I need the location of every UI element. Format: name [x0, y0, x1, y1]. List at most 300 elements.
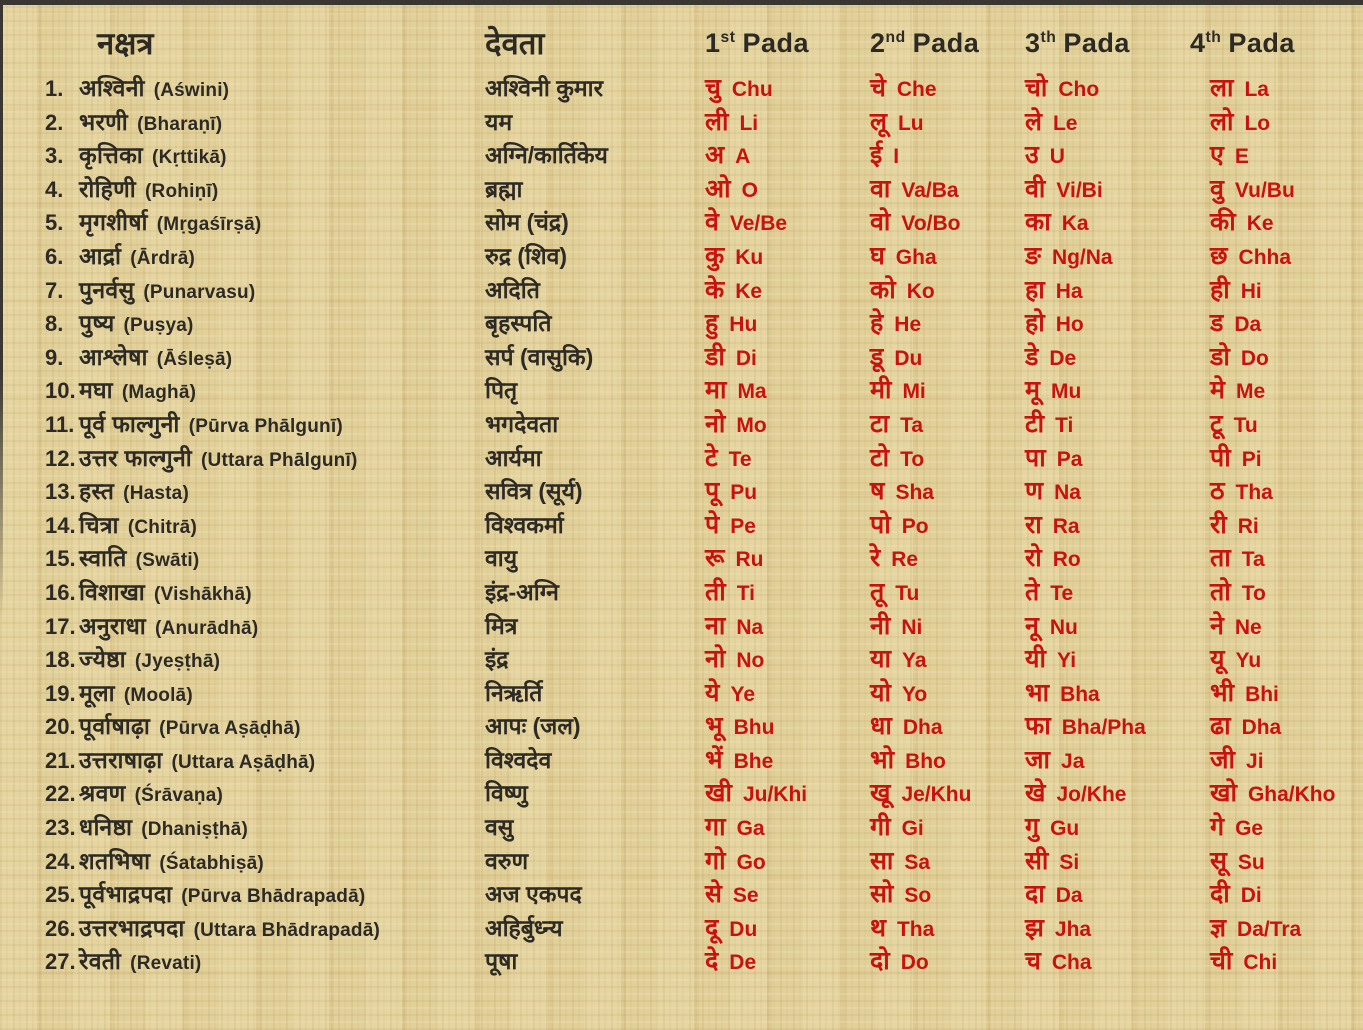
column-header-nakshatra: नक्षत्र — [97, 26, 154, 61]
row-number: 5. — [45, 210, 64, 236]
pada-4-word: Pada — [1228, 27, 1295, 58]
pada-1-cell — [705, 876, 870, 910]
pada-syllable-devanagari: ष — [870, 477, 885, 506]
pada-syllable-latin: De — [729, 951, 757, 975]
pada-syllable-devanagari: रे — [870, 544, 881, 573]
pada-3-cell — [1025, 440, 1210, 474]
nakshatra-name-latin: (Jyeṣṭhā) — [134, 651, 221, 673]
pada-syllable-latin: Go — [736, 850, 766, 874]
nakshatra-cell — [45, 508, 485, 540]
pada-4-cell — [1210, 70, 1363, 104]
pada-3-cell — [1025, 708, 1210, 742]
deity-name: वायु — [485, 545, 518, 572]
pada-syllable-devanagari: ये — [705, 678, 720, 707]
pada-syllable-devanagari: री — [1210, 510, 1227, 539]
row-number: 21. — [45, 747, 76, 773]
pada-syllable-devanagari: चो — [1025, 74, 1048, 102]
pada-syllable-devanagari: फा — [1025, 712, 1051, 741]
pada-syllable-devanagari: थ — [870, 913, 886, 942]
pada-1-cell — [705, 70, 870, 104]
pada-3-cell — [1025, 104, 1210, 138]
nakshatra-name-devanagari: पुनर्वसु — [79, 276, 135, 303]
table-row — [45, 641, 1363, 675]
deity-name: वरुण — [485, 847, 529, 874]
nakshatra-name-latin: (Mṛgaśīrṣā) — [156, 214, 262, 236]
pada-syllable-latin: Pi — [1241, 447, 1262, 471]
pada-2-cell — [870, 775, 1025, 809]
table-row — [45, 372, 1363, 406]
pada-3-cell — [1025, 137, 1210, 171]
table-row — [45, 406, 1363, 440]
pada-4-cell — [1210, 238, 1363, 272]
pada-syllable-latin: Ka — [1061, 212, 1089, 236]
pada-1-cell — [705, 910, 870, 944]
pada-syllable-devanagari: टो — [870, 443, 890, 472]
pada-syllable-latin: Na — [1054, 481, 1081, 505]
nakshatra-name-devanagari: चित्रा — [79, 511, 119, 538]
deity-name: पूषा — [485, 948, 518, 975]
pada-3-cell — [1025, 272, 1210, 306]
pada-syllable-latin: Tu — [895, 581, 920, 605]
pada-2-cell — [870, 171, 1025, 205]
pada-4-cell — [1210, 171, 1363, 205]
row-number: 10. — [45, 378, 76, 404]
pada-2-cell — [870, 742, 1025, 776]
pada-1-cell — [705, 809, 870, 843]
pada-1-cell — [705, 238, 870, 272]
table-row — [45, 507, 1363, 541]
nakshatra-name-devanagari: ज्येष्ठा — [79, 646, 126, 673]
pada-syllable-latin: Da — [1055, 884, 1083, 908]
pada-syllable-devanagari: दा — [1025, 880, 1045, 909]
nakshatra-name-devanagari: रोहिणी — [79, 175, 137, 202]
nakshatra-cell — [45, 944, 485, 976]
nakshatra-name-devanagari: आश्लेषा — [79, 343, 148, 370]
pada-2-cell — [870, 540, 1025, 574]
table-row — [45, 675, 1363, 709]
deity-cell — [485, 709, 705, 741]
deity-name: अश्विनी कुमार — [485, 75, 603, 101]
pada-2-ordinal: 2 — [870, 27, 886, 58]
screen-top-edge — [0, 0, 1363, 5]
pada-syllable-devanagari: नी — [870, 611, 891, 640]
pada-3-ordinal-suffix: th — [1040, 28, 1057, 46]
pada-4-cell — [1210, 742, 1363, 776]
pada-syllable-latin: Ma — [737, 380, 767, 404]
pada-syllable-devanagari: के — [705, 275, 725, 304]
nakshatra-cell — [45, 676, 485, 708]
nakshatra-cell — [45, 609, 485, 641]
deity-name: सोम (चंद्र) — [485, 209, 569, 236]
pada-3-cell — [1025, 406, 1210, 440]
nakshatra-cell — [45, 205, 485, 237]
pada-syllable-latin: Pu — [730, 481, 758, 505]
deity-name: विश्वदेव — [485, 746, 552, 773]
row-number: 13. — [45, 479, 76, 505]
deity-cell — [485, 306, 705, 338]
pada-4-cell — [1210, 440, 1363, 474]
pada-4-cell — [1210, 641, 1363, 675]
pada-syllable-devanagari: भो — [870, 745, 895, 774]
nakshatra-cell — [45, 911, 485, 943]
pada-syllable-devanagari: नो — [705, 409, 726, 438]
pada-syllable-latin: Do — [1240, 346, 1269, 370]
pada-syllable-latin: E — [1234, 145, 1249, 169]
pada-1-cell — [705, 406, 870, 440]
deity-name: बृहस्पति — [485, 310, 552, 337]
pada-syllable-latin: Po — [901, 514, 929, 538]
pada-syllable-latin: Bha/Pha — [1061, 716, 1146, 740]
pada-syllable-latin: Bho — [905, 749, 946, 773]
pada-syllable-devanagari: भा — [1025, 678, 1050, 707]
pada-syllable-latin: Lo — [1244, 111, 1271, 135]
pada-syllable-devanagari: पो — [870, 510, 891, 539]
table-row — [45, 809, 1363, 843]
pada-syllable-devanagari: गी — [870, 813, 891, 842]
pada-2-word: Pada — [912, 27, 980, 58]
nakshatra-name-devanagari: पूर्वाषाढ़ा — [79, 713, 151, 740]
pada-syllable-devanagari: छ — [1210, 241, 1228, 270]
pada-syllable-latin: La — [1244, 78, 1269, 101]
pada-syllable-devanagari: तू — [870, 577, 885, 606]
deity-cell — [485, 239, 705, 271]
pada-2-cell — [870, 372, 1025, 406]
pada-3-cell — [1025, 540, 1210, 574]
pada-syllable-devanagari: कु — [705, 241, 725, 270]
nakshatra-cell — [45, 71, 485, 103]
pada-syllable-latin: Vu/Bu — [1234, 178, 1295, 202]
pada-syllable-latin: Gi — [901, 817, 924, 841]
pada-syllable-latin: Pa — [1056, 447, 1083, 471]
row-number: 4. — [45, 176, 64, 202]
pada-syllable-devanagari: लू — [870, 107, 887, 136]
pada-syllable-latin: Ga — [736, 817, 765, 841]
pada-1-cell — [705, 171, 870, 205]
deity-cell — [485, 541, 705, 573]
pada-3-cell — [1025, 473, 1210, 507]
pada-syllable-devanagari: नू — [1025, 611, 1039, 640]
pada-syllable-devanagari: गे — [1210, 813, 1225, 842]
pada-syllable-latin: Ne — [1234, 615, 1262, 639]
pada-syllable-devanagari: उ — [1025, 141, 1039, 170]
pada-syllable-devanagari: खू — [870, 779, 891, 808]
row-number: 20. — [45, 714, 76, 740]
deity-cell — [485, 743, 705, 775]
table-row — [45, 876, 1363, 910]
nakshatra-name-devanagari: कृत्तिका — [79, 142, 144, 169]
pada-syllable-latin: Pe — [730, 514, 756, 538]
nakshatra-name-latin: (Pūrva Phālgunī) — [188, 415, 343, 437]
pada-syllable-devanagari: यी — [1025, 645, 1046, 674]
pada-syllable-latin: Va/Ba — [901, 178, 959, 202]
pada-syllable-latin: Yo — [901, 682, 928, 706]
nakshatra-cell — [45, 340, 485, 372]
pada-syllable-latin: Chha — [1238, 245, 1292, 269]
pada-syllable-devanagari: ण — [1025, 477, 1044, 506]
nakshatra-name-latin: (Moolā) — [123, 684, 193, 706]
deity-cell — [485, 911, 705, 943]
nakshatra-name-latin: (Puṣya) — [123, 315, 194, 337]
pada-syllable-latin: O — [741, 178, 758, 202]
pada-syllable-latin: Te — [728, 447, 752, 471]
pada-syllable-latin: I — [893, 145, 900, 169]
deity-cell — [485, 474, 705, 506]
pada-3-cell — [1025, 339, 1210, 373]
pada-syllable-devanagari: को — [870, 275, 896, 304]
pada-4-cell — [1210, 608, 1363, 642]
pada-syllable-latin: Cho — [1058, 78, 1100, 101]
nakshatra-name-devanagari: उत्तर फाल्गुनी — [79, 444, 193, 471]
pada-syllable-devanagari: भें — [705, 745, 723, 774]
nakshatra-cell — [45, 776, 485, 808]
deity-cell — [485, 340, 705, 372]
deity-name: निऋर्ति — [485, 679, 543, 706]
pada-syllable-latin: Gu — [1050, 817, 1080, 841]
row-number: 1. — [45, 76, 64, 101]
pada-syllable-devanagari: धा — [870, 712, 892, 741]
pada-3-cell — [1025, 507, 1210, 541]
pada-syllable-devanagari: खी — [705, 779, 732, 808]
pada-syllable-latin: Mo — [736, 413, 767, 437]
nakshatra-name-devanagari: स्वाति — [79, 545, 127, 572]
table-row — [45, 137, 1363, 171]
pada-4-cell — [1210, 876, 1363, 910]
pada-syllable-devanagari: गु — [1025, 813, 1040, 842]
pada-syllable-devanagari: वे — [705, 208, 719, 237]
nakshatra-name-devanagari: शतभिषा — [79, 847, 151, 874]
pada-4-cell — [1210, 708, 1363, 742]
row-number: 9. — [45, 344, 64, 370]
pada-syllable-devanagari: लो — [1210, 107, 1234, 136]
nakshatra-cell — [45, 138, 485, 170]
deity-cell — [485, 105, 705, 137]
pada-4-cell — [1210, 675, 1363, 709]
table-body — [45, 70, 1363, 977]
pada-syllable-latin: Me — [1235, 380, 1266, 404]
nakshatra-name-devanagari: उत्तराषाढ़ा — [79, 746, 163, 773]
pada-syllable-devanagari: ज्ञ — [1210, 913, 1227, 942]
nakshatra-cell — [45, 642, 485, 674]
pada-syllable-latin: Di — [1240, 884, 1262, 908]
pada-4-cell — [1210, 775, 1363, 809]
row-number: 27. — [45, 949, 76, 975]
pada-2-cell — [870, 876, 1025, 910]
nakshatra-name-latin: (Kṛttikā) — [152, 147, 227, 169]
screen-left-edge — [0, 0, 3, 620]
nakshatra-name-devanagari: विशाखा — [79, 578, 146, 605]
pada-syllable-latin: Re — [891, 548, 919, 572]
column-header-pada-3 — [1025, 28, 1210, 59]
pada-syllable-devanagari: ली — [705, 107, 729, 136]
nakshatra-cell — [45, 239, 485, 271]
pada-syllable-latin: Mi — [902, 380, 926, 404]
pada-3-cell — [1025, 204, 1210, 238]
pada-4-cell — [1210, 943, 1363, 977]
nakshatra-cell — [45, 172, 485, 204]
deity-name: अज एकपद — [485, 881, 582, 908]
nakshatra-cell — [45, 474, 485, 506]
row-number: 2. — [45, 109, 64, 135]
pada-syllable-devanagari: जा — [1025, 745, 1051, 774]
deity-cell — [485, 373, 705, 405]
pada-4-cell — [1210, 910, 1363, 944]
pada-syllable-devanagari: डे — [1025, 342, 1039, 371]
pada-syllable-latin: Dha — [1241, 716, 1282, 740]
pada-2-ordinal-suffix: nd — [885, 28, 906, 46]
pada-syllable-devanagari: गा — [705, 813, 726, 842]
pada-1-cell — [705, 943, 870, 977]
pada-syllable-latin: To — [900, 447, 925, 471]
pada-2-cell — [870, 843, 1025, 877]
pada-syllable-latin: Ru — [735, 548, 764, 572]
row-number: 19. — [45, 680, 76, 706]
pada-syllable-devanagari: रू — [705, 544, 725, 573]
pada-syllable-latin: Ve/Be — [729, 212, 788, 236]
pada-2-cell — [870, 204, 1025, 238]
pada-3-cell — [1025, 238, 1210, 272]
deity-cell — [485, 138, 705, 170]
pada-1-cell — [705, 775, 870, 809]
pada-4-cell — [1210, 305, 1363, 339]
pada-syllable-latin: Chu — [731, 78, 773, 101]
deity-name: विष्णु — [485, 780, 528, 807]
pada-3-cell — [1025, 372, 1210, 406]
nakshatra-name-devanagari: उत्तरभाद्रपदा — [79, 914, 185, 941]
pada-syllable-latin: U — [1049, 145, 1065, 169]
row-number: 26. — [45, 915, 76, 941]
pada-syllable-devanagari: ना — [705, 611, 726, 640]
pada-2-cell — [870, 406, 1025, 440]
row-number: 3. — [45, 143, 64, 169]
pada-syllable-latin: Si — [1059, 850, 1080, 874]
nakshatra-name-latin: (Anurādhā) — [155, 617, 259, 639]
pada-syllable-devanagari: चे — [870, 74, 886, 102]
pada-1-cell — [705, 204, 870, 238]
nakshatra-name-latin: (Punarvasu) — [143, 281, 256, 303]
pada-syllable-latin: Na — [736, 615, 764, 639]
pada-syllable-devanagari: ले — [1025, 107, 1042, 136]
deity-cell — [485, 205, 705, 237]
nakshatra-cell — [45, 877, 485, 909]
pada-syllable-latin: Ye — [730, 682, 756, 706]
pada-2-cell — [870, 574, 1025, 608]
pada-2-cell — [870, 305, 1025, 339]
deity-name: आर्यमा — [485, 444, 542, 471]
row-number: 23. — [45, 815, 76, 841]
pada-1-cell — [705, 137, 870, 171]
pada-syllable-latin: Yi — [1056, 649, 1077, 673]
pada-1-cell — [705, 708, 870, 742]
nakshatra-name-devanagari: भरणी — [79, 108, 129, 135]
table-row — [45, 70, 1363, 104]
nakshatra-name-devanagari: श्रवण — [79, 780, 126, 807]
pada-syllable-devanagari: दू — [705, 913, 719, 942]
nakshatra-cell — [45, 810, 485, 842]
pada-syllable-devanagari: ती — [705, 577, 726, 606]
pada-syllable-devanagari: ही — [1210, 275, 1230, 304]
pada-syllable-latin: Yu — [1235, 649, 1262, 673]
pada-syllable-devanagari: ठ — [1210, 477, 1225, 506]
pada-syllable-latin: Ke — [735, 279, 763, 303]
pada-syllable-devanagari: वु — [1210, 174, 1224, 203]
deity-cell — [485, 609, 705, 641]
pada-syllable-devanagari: तो — [1210, 577, 1231, 606]
pada-syllable-latin: Ta — [1241, 548, 1265, 572]
pada-2-cell — [870, 641, 1025, 675]
row-number: 15. — [45, 546, 76, 572]
pada-syllable-latin: So — [904, 884, 932, 908]
pada-2-cell — [870, 507, 1025, 541]
nakshatra-cell — [45, 709, 485, 741]
pada-syllable-devanagari: नो — [705, 645, 726, 674]
pada-syllable-latin: Gha — [895, 245, 937, 269]
pada-syllable-devanagari: ए — [1210, 141, 1224, 170]
nakshatra-name-devanagari: रेवती — [79, 948, 122, 975]
pada-1-cell — [705, 440, 870, 474]
pada-4-ordinal-suffix: th — [1205, 28, 1222, 46]
deity-cell — [485, 441, 705, 473]
pada-syllable-latin: To — [1241, 581, 1266, 605]
pada-1-cell — [705, 675, 870, 709]
pada-syllable-latin: Ng/Na — [1051, 245, 1113, 269]
deity-name: अदिति — [485, 276, 540, 303]
deity-name: वसु — [485, 814, 514, 841]
pada-syllable-latin: Vo/Bo — [901, 212, 961, 236]
pada-1-ordinal: 1 — [705, 27, 721, 58]
row-number: 18. — [45, 647, 76, 673]
pada-syllable-latin: Hi — [1240, 279, 1262, 303]
pada-syllable-devanagari: मे — [1210, 376, 1225, 405]
nakshatra-name-devanagari: पुष्य — [79, 310, 115, 337]
deity-cell — [485, 508, 705, 540]
deity-name: आपः (जल) — [485, 713, 581, 740]
pada-syllable-devanagari: खे — [1025, 779, 1046, 808]
pada-4-cell — [1210, 473, 1363, 507]
nakshatra-cell — [45, 373, 485, 405]
pada-syllable-latin: Je/Khu — [901, 783, 972, 807]
pada-syllable-devanagari: पी — [1210, 443, 1231, 472]
pada-syllable-latin: Sa — [904, 850, 931, 874]
pada-4-cell — [1210, 809, 1363, 843]
pada-syllable-latin: Ge — [1235, 817, 1264, 841]
table-row — [45, 440, 1363, 474]
nakshatra-name-devanagari: हस्त — [79, 478, 115, 505]
pada-syllable-devanagari: ते — [1025, 577, 1040, 606]
nakshatra-name-latin: (Hasta) — [123, 483, 189, 505]
nakshatra-name-devanagari: मृगशीर्षा — [79, 209, 148, 236]
pada-syllable-latin: Ja — [1061, 749, 1085, 773]
column-header-devata: देवता — [485, 26, 545, 61]
pada-2-cell — [870, 708, 1025, 742]
pada-3-cell — [1025, 171, 1210, 205]
row-number: 11. — [45, 411, 75, 437]
pada-syllable-latin: Nu — [1049, 615, 1078, 639]
pada-3-cell — [1025, 843, 1210, 877]
pada-syllable-latin: Bhe — [733, 749, 774, 773]
pada-syllable-latin: Che — [896, 78, 937, 101]
deity-name: इंद्र — [485, 646, 509, 673]
deity-name: सवित्र (सूर्य) — [485, 478, 583, 505]
pada-4-cell — [1210, 574, 1363, 608]
nakshatra-cell — [45, 844, 485, 876]
pada-4-cell — [1210, 843, 1363, 877]
nakshatra-cell — [45, 105, 485, 137]
pada-syllable-devanagari: अ — [705, 141, 725, 170]
pada-1-cell — [705, 339, 870, 373]
pada-1-cell — [705, 507, 870, 541]
pada-syllable-latin: De — [1049, 346, 1077, 370]
deity-name: भगदेवता — [485, 410, 559, 437]
